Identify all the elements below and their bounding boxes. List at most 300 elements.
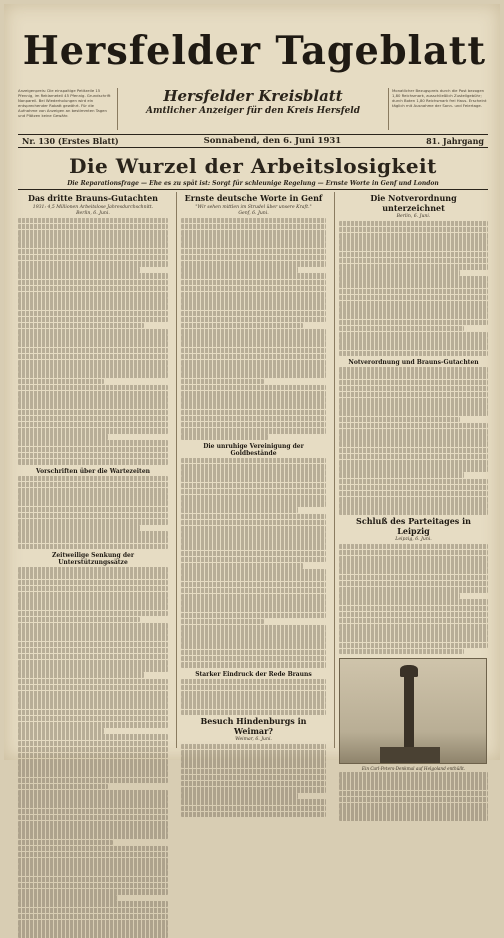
- text-line: [18, 360, 168, 366]
- text-line: [181, 526, 326, 532]
- kreisblatt-title: Hersfelder Kreisblatt: [163, 87, 343, 105]
- text-line: [18, 488, 168, 494]
- text-line: [18, 422, 168, 428]
- text-line: [339, 784, 488, 790]
- text-line: [339, 599, 488, 605]
- text-line: [18, 852, 168, 858]
- text-line: [181, 582, 326, 588]
- main-headline: Die Wurzel der Arbeitslosigkeit: [69, 154, 437, 178]
- text-line: [181, 236, 326, 242]
- text-line: [18, 648, 168, 654]
- text-line: [18, 267, 140, 273]
- text-line: [181, 600, 326, 606]
- article-body-brauns2: [339, 367, 488, 515]
- text-line: [18, 846, 168, 852]
- text-line: [339, 544, 488, 550]
- text-line: [181, 750, 326, 756]
- text-line: [18, 710, 168, 716]
- text-line: [18, 447, 168, 453]
- parteitag-dateline: Leipzig, 6. Juni.: [395, 537, 432, 543]
- text-line: [18, 317, 168, 323]
- text-line: [181, 520, 326, 526]
- text-line: [18, 428, 168, 434]
- text-line: [18, 741, 168, 747]
- text-line: [181, 255, 326, 261]
- issue-number-group: [22, 136, 119, 146]
- text-line: [339, 509, 488, 515]
- headline-subline: Die Reparationsfrage — Ehe es zu spät ist: Sorgt für schleunige Regelung — Ernste Worte in Genf und London: [18, 180, 488, 190]
- text-line: [18, 525, 140, 531]
- text-line: [181, 799, 326, 805]
- text-line: [181, 317, 326, 323]
- text-line: [18, 494, 168, 500]
- text-line: [18, 573, 168, 579]
- text-line: [339, 479, 488, 485]
- text-line: [339, 606, 488, 612]
- text-line: [18, 901, 168, 907]
- text-line: [18, 629, 168, 635]
- text-line: [339, 270, 460, 276]
- article-body-goldbestaende: [181, 458, 326, 668]
- text-line: [181, 625, 326, 631]
- text-line: [181, 606, 326, 612]
- text-line: [18, 513, 168, 519]
- text-line: [18, 218, 168, 224]
- text-line: [18, 403, 168, 409]
- text-line: [181, 756, 326, 762]
- article-heading-zeitweilig: Zeitweilige Senkung der Unterstützungssätze: [51, 552, 135, 567]
- text-line: [339, 435, 488, 441]
- text-line: [181, 685, 326, 691]
- text-line: [181, 588, 326, 594]
- text-line: [181, 538, 326, 544]
- text-line: [181, 662, 326, 668]
- article-heading-genf: Ernste deutsche Worte in Genf: [184, 193, 323, 203]
- text-line: [18, 827, 168, 833]
- text-line: [18, 926, 168, 932]
- article-body-parteitag: [339, 544, 488, 655]
- article-heading-notverordnung: Die Notverordnung unterzeichnet: [370, 193, 457, 213]
- text-line: [18, 747, 168, 753]
- text-line: [339, 797, 488, 803]
- text-line: [181, 489, 326, 495]
- text-line: [181, 613, 326, 619]
- text-line: [339, 472, 464, 478]
- text-line: [339, 581, 488, 587]
- text-line: [339, 289, 488, 295]
- text-line: [339, 485, 488, 491]
- text-line: [18, 261, 168, 267]
- text-line: [18, 531, 168, 537]
- article-heading-eindruck: Starker Eindruck der Rede Brauns: [195, 670, 312, 678]
- text-line: [18, 666, 168, 672]
- text-line: [181, 410, 326, 416]
- text-line: [181, 569, 326, 575]
- text-line: [181, 594, 326, 600]
- text-line: [18, 722, 168, 728]
- masthead-title: Hersfelder Tageblatt: [22, 28, 487, 74]
- issue-number: Nr. 130: [22, 136, 56, 146]
- text-line: [18, 249, 168, 255]
- text-line: [181, 329, 326, 335]
- text-line: [339, 575, 488, 581]
- text-line: [181, 422, 326, 428]
- text-line: [18, 691, 168, 697]
- text-line: [339, 404, 488, 410]
- text-line: [339, 373, 488, 379]
- text-line: [18, 242, 168, 248]
- text-line: [18, 410, 168, 416]
- text-line: [18, 230, 168, 236]
- text-line: [18, 236, 168, 242]
- text-line: [181, 397, 326, 403]
- text-line: [18, 440, 168, 446]
- text-line: [339, 466, 488, 472]
- text-line: [339, 307, 488, 313]
- text-line: [18, 759, 168, 765]
- text-line: [18, 920, 168, 926]
- article-body-notverordnung: [339, 221, 488, 357]
- text-line: [18, 778, 168, 784]
- text-line: [18, 500, 168, 506]
- text-line: [18, 366, 168, 372]
- issue-date: Sonnabend, den 6. Juni 1931: [203, 136, 342, 146]
- text-line: [339, 233, 488, 239]
- text-line: [339, 338, 488, 344]
- anzeiger-subtitle: Amtlicher Anzeiger für den Kreis Hersfeld: [145, 106, 361, 116]
- article-body-zeitweilig: [18, 567, 168, 938]
- pillar-shape: [404, 671, 414, 751]
- text-line: [18, 354, 168, 360]
- text-line: [339, 550, 488, 556]
- text-line: [18, 765, 168, 771]
- text-line: [18, 580, 168, 586]
- text-line: [181, 637, 326, 643]
- text-line: [181, 372, 326, 378]
- text-line: [181, 470, 326, 476]
- text-line: [181, 656, 326, 662]
- text-line: [181, 787, 326, 793]
- genf-quote: "Wir sehen mittlen im Strudel über unsere Kraft.": [195, 204, 312, 210]
- text-line: [181, 679, 326, 685]
- article-heading-parteitag: Schluß des Parteitages in Leipzig: [356, 516, 471, 536]
- article-heading-brauns: Das dritte Brauns-Gutachten: [28, 193, 158, 203]
- newspaper-page: [4, 4, 500, 772]
- text-line: [18, 728, 104, 734]
- text-line: [339, 503, 488, 509]
- text-line: [18, 379, 104, 385]
- subhead: [18, 88, 488, 132]
- text-line: [18, 329, 168, 335]
- text-line: [181, 691, 326, 697]
- column-right: [334, 192, 488, 772]
- text-line: [339, 264, 488, 270]
- text-line: [339, 326, 464, 332]
- text-line: [181, 261, 326, 267]
- text-line: [181, 341, 326, 347]
- monument-photo: [339, 658, 487, 764]
- text-line: [339, 367, 488, 373]
- masthead: [18, 18, 488, 84]
- text-line: [181, 218, 326, 224]
- text-line: [339, 803, 488, 809]
- text-line: [181, 286, 326, 292]
- text-line: [18, 224, 168, 230]
- text-line: [339, 429, 488, 435]
- text-line: [18, 883, 168, 889]
- text-line: [18, 858, 168, 864]
- text-line: [339, 276, 488, 282]
- text-line: [339, 245, 488, 251]
- text-line: [18, 453, 168, 459]
- text-line: [181, 557, 326, 563]
- text-line: [18, 304, 168, 310]
- text-line: [181, 366, 326, 372]
- text-line: [339, 295, 488, 301]
- text-line: [339, 593, 460, 599]
- text-line: [18, 537, 168, 543]
- text-line: [181, 267, 298, 273]
- text-line: [18, 348, 168, 354]
- genf-dateline: Genf, 6. Juni.: [238, 211, 269, 217]
- text-line: [339, 556, 488, 562]
- text-line: [339, 772, 488, 778]
- article-body-genf: [181, 218, 326, 440]
- text-line: [181, 544, 326, 550]
- text-line: [181, 495, 326, 501]
- text-line: [18, 660, 168, 666]
- text-line: [181, 476, 326, 482]
- text-line: [18, 821, 168, 827]
- text-line: [18, 507, 168, 513]
- text-line: [339, 649, 464, 655]
- text-line: [339, 351, 488, 357]
- dateline-bar: [18, 134, 488, 148]
- text-line: [339, 562, 488, 568]
- text-line: [181, 650, 326, 656]
- text-line: [339, 454, 488, 460]
- text-line: [339, 423, 488, 429]
- text-line: [18, 391, 168, 397]
- text-line: [339, 258, 488, 264]
- text-line: [339, 221, 488, 227]
- text-line: [181, 703, 326, 709]
- text-line: [18, 311, 168, 317]
- text-line: [181, 335, 326, 341]
- text-line: [339, 410, 488, 416]
- text-line: [18, 654, 168, 660]
- text-line: [339, 809, 488, 815]
- text-line: [181, 710, 326, 716]
- text-line: [339, 460, 488, 466]
- text-line: [18, 784, 108, 790]
- base-shape: [380, 747, 440, 763]
- text-line: [339, 497, 488, 503]
- article-body-brauns: [18, 218, 168, 465]
- text-line: [339, 417, 460, 423]
- column-left: [18, 192, 168, 748]
- text-line: [18, 877, 168, 883]
- text-line: [339, 612, 488, 618]
- text-line: [18, 434, 108, 440]
- text-line: [18, 385, 168, 391]
- text-line: [18, 889, 168, 895]
- text-line: [181, 416, 326, 422]
- text-line: [18, 716, 168, 722]
- text-line: [339, 301, 488, 307]
- text-line: [181, 391, 326, 397]
- text-line: [181, 483, 326, 489]
- text-line: [181, 280, 326, 286]
- photo-caption: Ein Carl-Peters-Denkmal auf Helgoland enthüllt.: [361, 766, 466, 772]
- text-line: [18, 617, 140, 623]
- text-line: [181, 563, 303, 569]
- text-line: [181, 775, 326, 781]
- text-line: [18, 914, 168, 920]
- text-line: [181, 575, 326, 581]
- text-line: [339, 320, 488, 326]
- text-line: [18, 286, 168, 292]
- text-line: [18, 870, 168, 876]
- text-line: [339, 386, 488, 392]
- text-line: [181, 793, 298, 799]
- text-line: [181, 769, 326, 775]
- text-line: [339, 643, 488, 649]
- article-heading-goldbestaende: Die unruhige Vereinigung der Goldbestände: [203, 442, 304, 457]
- text-line: [18, 802, 168, 808]
- text-line: [339, 491, 488, 497]
- article-heading-vorschriften: Vorschriften über die Wartezeiten: [35, 467, 151, 475]
- text-line: [18, 679, 168, 685]
- text-line: [18, 796, 168, 802]
- text-line: [181, 242, 326, 248]
- text-line: [18, 734, 168, 740]
- text-line: [339, 441, 488, 447]
- text-line: [18, 335, 168, 341]
- text-line: [18, 815, 168, 821]
- text-line: [18, 544, 168, 550]
- brauns-dateline: Berlin, 6. Juni.: [76, 211, 110, 217]
- text-line: [181, 230, 326, 236]
- text-line: [18, 598, 168, 604]
- text-line: [181, 643, 326, 649]
- text-line: [18, 908, 168, 914]
- text-line: [181, 619, 264, 625]
- text-line: [181, 744, 326, 750]
- text-line: [18, 298, 168, 304]
- text-line: [339, 332, 488, 338]
- text-line: [18, 476, 168, 482]
- text-line: [18, 482, 168, 488]
- text-line: [18, 864, 168, 870]
- text-line: [181, 323, 303, 329]
- text-line: [339, 630, 488, 636]
- text-line: [181, 348, 326, 354]
- text-line: [181, 273, 326, 279]
- text-line: [181, 532, 326, 538]
- text-line: [339, 392, 488, 398]
- article-body-hindenburg: [181, 744, 326, 818]
- text-line: [18, 611, 168, 617]
- text-line: [181, 631, 326, 637]
- column-middle: [176, 192, 326, 748]
- text-line: [339, 791, 488, 797]
- text-line: [18, 697, 168, 703]
- text-line: [181, 403, 326, 409]
- text-line: [181, 507, 298, 513]
- article-body-caption: [339, 772, 488, 821]
- brauns-note: 1931: 4,5 Millionen Arbeitslose Jahresdurchschnitt.: [32, 204, 154, 210]
- text-line: [339, 252, 488, 258]
- text-line: [18, 672, 144, 678]
- text-line: [18, 372, 168, 378]
- text-line: [181, 311, 326, 317]
- text-line: [339, 815, 488, 821]
- text-line: [181, 551, 326, 557]
- article-body-vorschriften: [18, 476, 168, 550]
- text-line: [18, 642, 168, 648]
- kreisblatt-block: [124, 88, 382, 117]
- text-line: [18, 592, 168, 598]
- text-line: [18, 840, 113, 846]
- text-line: [18, 273, 168, 279]
- text-line: [339, 778, 488, 784]
- text-line: [181, 224, 326, 230]
- text-line: [18, 703, 168, 709]
- text-line: [181, 514, 326, 520]
- text-line: [18, 895, 117, 901]
- text-line: [18, 604, 168, 610]
- subscription-price-box: Monatlicher Bezugspreis durch die Post bezogen 1,80 Reichsmark, ausschließlich Zustellgebühr; durch Boten 1,80 Reichsmark frei Haus. Erscheint täglich mit Ausnahme der Sonn- und Feiertage.: [388, 88, 488, 130]
- text-line: [18, 753, 168, 759]
- text-line: [18, 685, 168, 691]
- text-line: [339, 239, 488, 245]
- text-line: [181, 428, 326, 434]
- text-line: [181, 458, 326, 464]
- text-line: [18, 397, 168, 403]
- text-line: [181, 812, 326, 818]
- text-line: [181, 434, 268, 440]
- text-line: [339, 636, 488, 642]
- notverordnung-dateline: Berlin, 6. Juni.: [396, 214, 431, 219]
- text-line: [181, 385, 326, 391]
- edition-label: (Erstes Blatt): [57, 136, 119, 146]
- text-line: [339, 313, 488, 319]
- text-line: [181, 298, 326, 304]
- text-line: [18, 809, 168, 815]
- text-line: [18, 586, 168, 592]
- text-line: [18, 416, 168, 422]
- text-line: [181, 292, 326, 298]
- text-line: [339, 380, 488, 386]
- text-line: [339, 624, 488, 630]
- text-line: [181, 781, 326, 787]
- text-line: [181, 304, 326, 310]
- text-line: [181, 697, 326, 703]
- text-line: [339, 227, 488, 233]
- text-line: [18, 292, 168, 298]
- text-line: [181, 354, 326, 360]
- hindenburg-dateline: Weimar, 6. Juni.: [235, 737, 272, 743]
- text-line: [181, 806, 326, 812]
- text-line: [339, 618, 488, 624]
- text-line: [18, 790, 168, 796]
- article-body-eindruck: [181, 679, 326, 716]
- text-line: [181, 501, 326, 507]
- text-line: [18, 771, 168, 777]
- text-line: [18, 459, 168, 465]
- text-line: [181, 249, 326, 255]
